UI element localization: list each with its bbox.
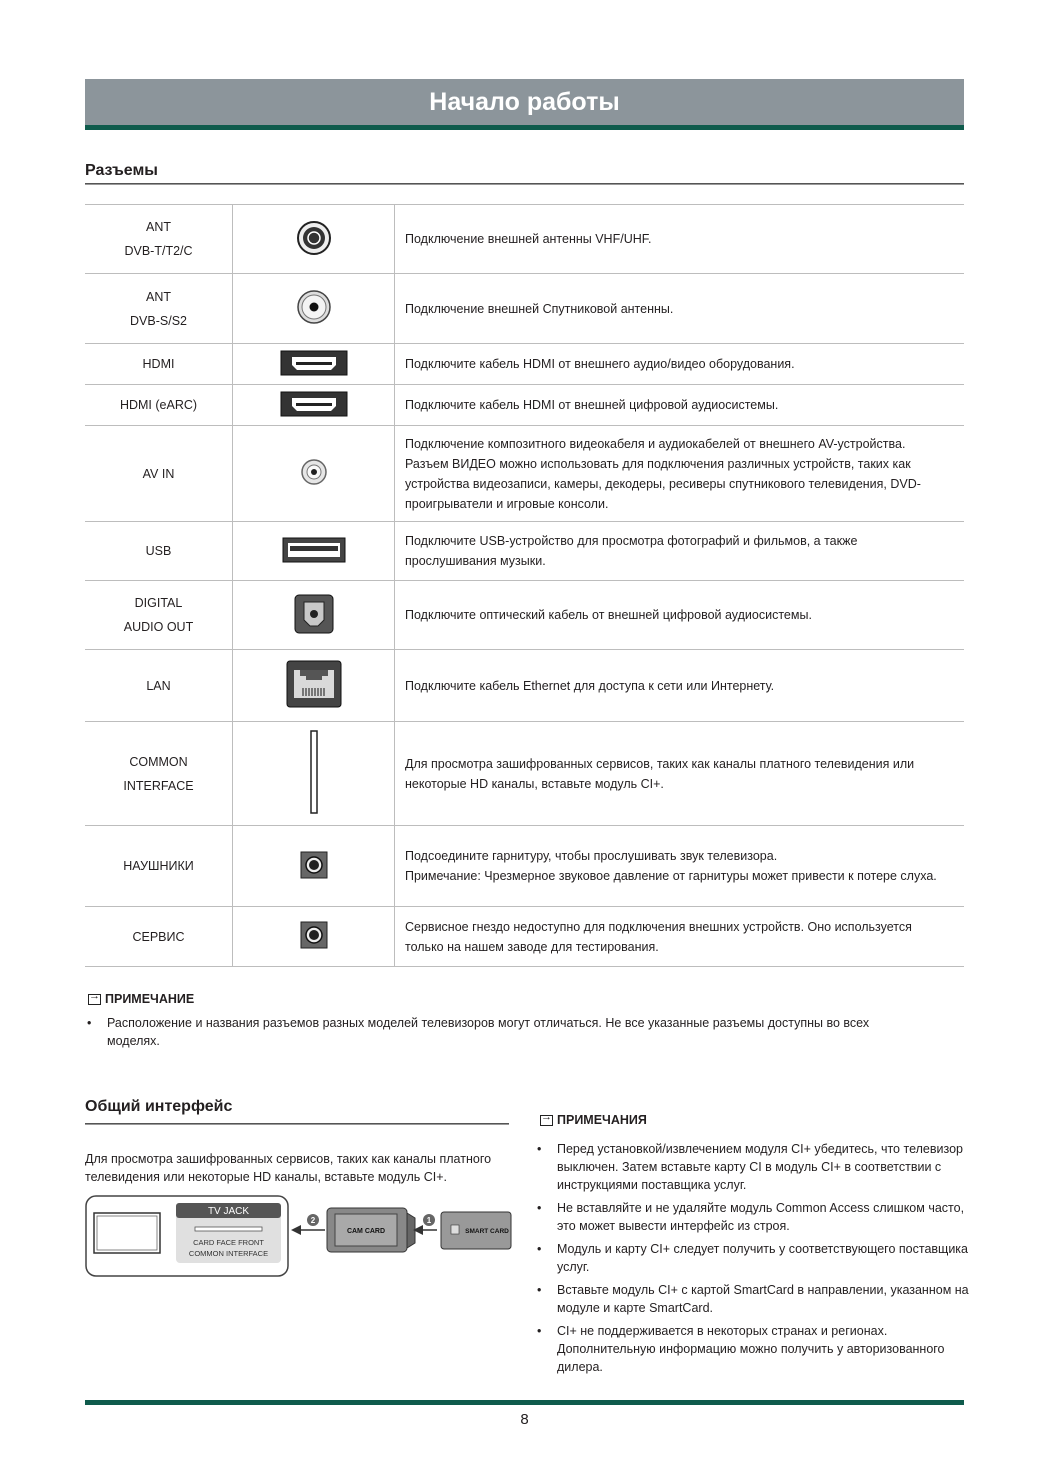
cam-card-label: CAM CARD (346, 1228, 386, 1235)
ci-slot-icon (309, 803, 319, 817)
connector-desc: Подключите USB-устройство для просмотра фотографий и фильмов, а также прослушивания музыки. (395, 522, 965, 581)
card-face-front-label: CARD FACE FRONT (193, 1238, 264, 1247)
note-heading (88, 992, 194, 1006)
table-row (85, 581, 964, 650)
table-row (85, 274, 964, 344)
page-number: 8 (520, 1411, 529, 1428)
hdmi-earc-port-icon (280, 406, 348, 420)
page-title: Начало работы (429, 88, 620, 116)
antenna-terrestrial-icon (296, 245, 332, 259)
table-row (85, 522, 964, 581)
list-item: • Расположение и названия разъемов разных моделей телевизоров могут отличаться. Не все указанные разъемы доступны во всех моделях. (85, 1014, 915, 1050)
connector-desc: Подсоедините гарнитуру, чтобы прослушивать звук телевизора. Примечание: Чрезмерное звуковое давление от гарнитуры может привести к потере слуха. (395, 826, 965, 907)
connector-desc: Подключение композитного видеокабеля и аудиокабелей от внешнего AV-устройства. Разъем ВИДЕО можно использовать для подключения различных устройств, таких как устройства видеозаписи, камеры, декодеры, ресиверы спутникового телевидения, DVD-проигрыватели и игровые консоли. (395, 426, 965, 522)
table-row (85, 385, 964, 426)
connector-name: AV IN (142, 466, 175, 481)
list-item: • Перед установкой/извлечением модуля CI+ убедитесь, что телевизор выключен. Затем вставьте карту CI в модуль CI+ в соответствии с инструкциями поставщика услуг. (535, 1140, 970, 1194)
optical-port-icon (294, 623, 334, 637)
list-item: • Не вставляйте и не удаляйте модуль Common Access слишком часто, это может вывести интерфейс из строя. (535, 1199, 970, 1235)
smart-card-label: SMART CARD (465, 1228, 509, 1235)
connector-name: DIGITAL AUDIO OUT (123, 596, 194, 634)
note-heading-label: ПРИМЕЧАНИЕ (105, 992, 195, 1006)
connector-name: HDMI (142, 357, 175, 371)
note-arrow-icon (540, 1115, 553, 1126)
notes-heading (540, 1113, 647, 1127)
connector-desc: Подключение внешней Спутниковой антенны. (395, 274, 965, 344)
connector-name: ANT DVB-T/T2/C (124, 220, 193, 258)
step2-number: 2 (310, 1216, 316, 1225)
table-row (85, 722, 964, 826)
lan-port-icon (286, 697, 342, 711)
headphone-jack-icon (300, 868, 328, 882)
connector-name: LAN (146, 678, 171, 693)
step1-number: 1 (426, 1216, 432, 1225)
connector-desc: Подключите кабель Ethernet для доступа к сети или Интернету. (395, 650, 965, 722)
usb-port-icon (282, 552, 346, 566)
table-row (85, 426, 964, 522)
section-rule (85, 1123, 509, 1125)
table-row (85, 907, 964, 967)
connector-name: СЕРВИС (132, 929, 185, 944)
title-banner (85, 79, 964, 130)
list-item: • Вставьте модуль CI+ с картой SmartCard в направлении, указанном на модуле и карте SmartCard. (535, 1281, 970, 1317)
connectors-section-title: Разъемы (85, 162, 158, 179)
notes-list (535, 1140, 970, 1381)
ci-section-title: Общий интерфейс (85, 1098, 233, 1115)
list-item: • CI+ не поддерживается в некоторых странах и регионах. Дополнительную информацию можно получить у авторизованного дилера. (535, 1322, 970, 1376)
connector-desc: Для просмотра зашифрованных сервисов, таких как каналы платного телевидения или некоторые HD каналы, вставьте модуль CI+. (395, 722, 965, 826)
connector-name: HDMI (eARC) (119, 398, 198, 412)
table-row (85, 826, 964, 907)
table-row (85, 650, 964, 722)
note-arrow-icon (88, 994, 101, 1005)
ci-insertion-diagram (85, 1193, 515, 1283)
connector-name: НАУШНИКИ (123, 859, 194, 873)
antenna-satellite-icon (296, 314, 332, 328)
connector-desc: Подключение внешней антенны VHF/UHF. (395, 205, 965, 274)
connectors-table (85, 204, 964, 967)
section-rule (85, 183, 964, 185)
connector-desc: Подключите кабель HDMI от внешней цифровой аудиосистемы. (395, 385, 965, 426)
connector-name: COMMON INTERFACE (123, 754, 194, 793)
av-in-jack-icon (300, 475, 328, 489)
ci-intro-text: Для просмотра зашифрованных сервисов, таких как каналы платного телевидения или некоторые HD каналы, вставьте модуль CI+. (85, 1152, 492, 1184)
common-interface-label: COMMON INTERFACE (188, 1249, 269, 1258)
connector-name: USB (145, 544, 172, 558)
connector-desc: Сервисное гнездо недоступно для подключения внешних устройств. Оно используется только на нашем заводе для тестирования. (395, 907, 965, 967)
note-list (85, 1014, 915, 1055)
notes-heading-label: ПРИМЕЧАНИЯ (557, 1113, 647, 1127)
hdmi-port-icon (280, 365, 348, 379)
list-item: • Модуль и карту CI+ следует получить у соответствующего поставщика услуг. (535, 1240, 970, 1276)
tv-jack-label: TV JACK (207, 1206, 250, 1217)
footer-rule (85, 1400, 964, 1405)
connector-desc: Подключите оптический кабель от внешней цифровой аудиосистемы. (395, 581, 965, 650)
table-row (85, 344, 964, 385)
service-jack-icon (300, 938, 328, 952)
connector-desc: Подключите кабель HDMI от внешнего аудио/видео оборудования. (395, 344, 965, 385)
table-row (85, 205, 964, 274)
connector-name: ANT DVB-S/S2 (130, 289, 187, 328)
